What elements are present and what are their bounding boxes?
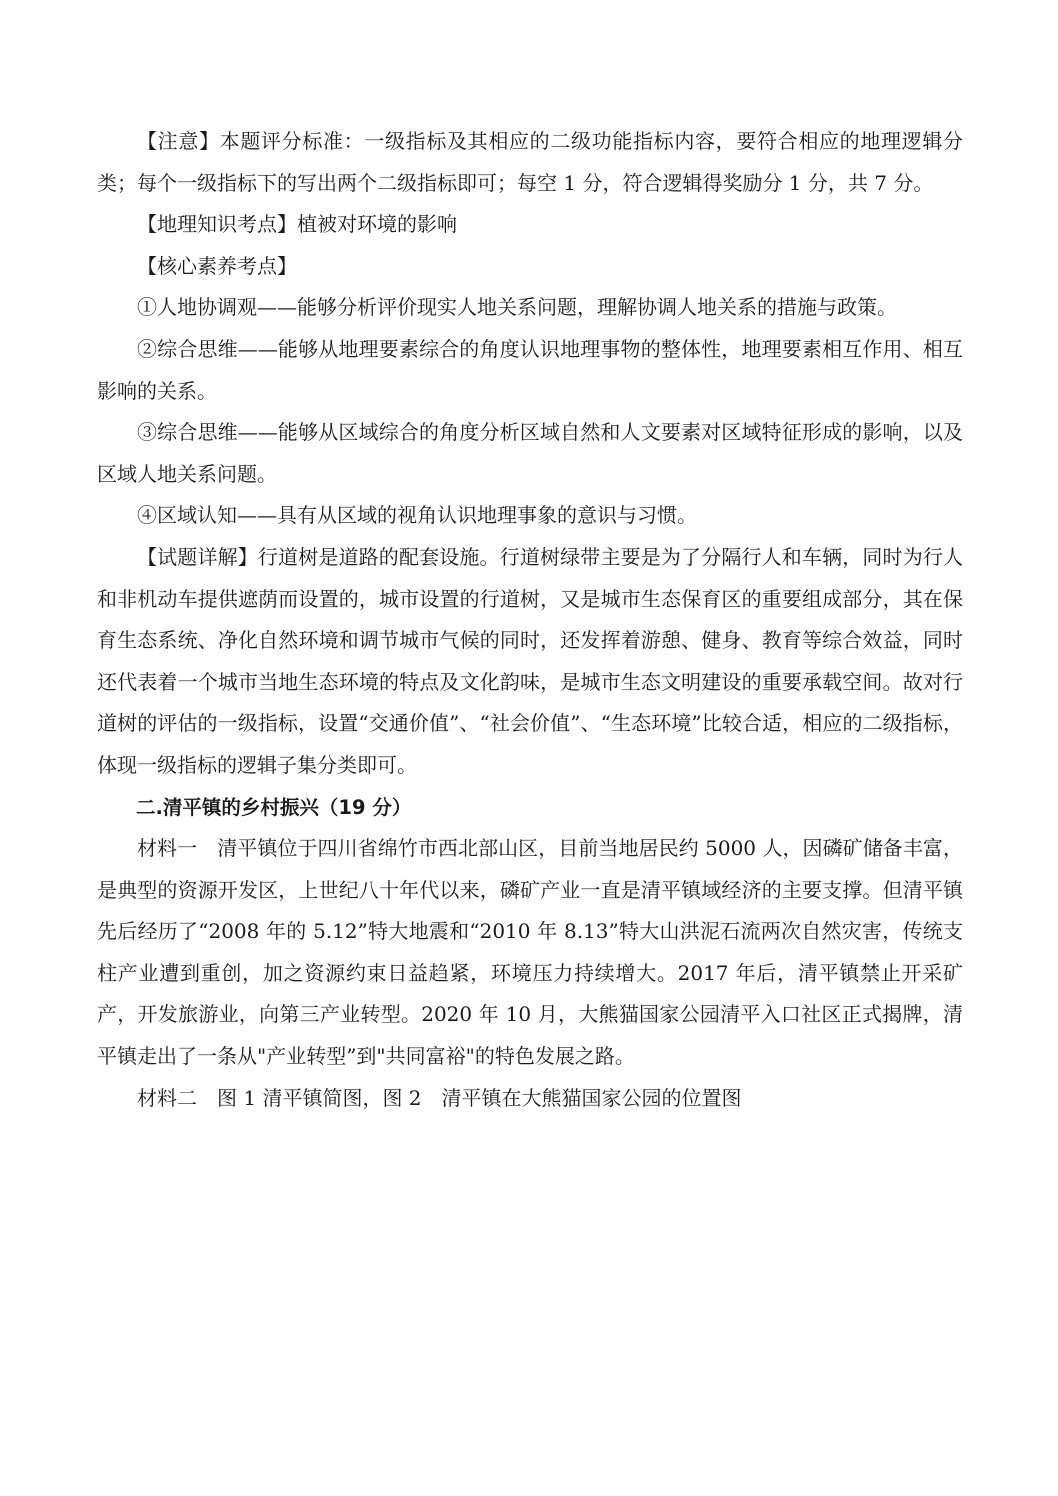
document-page xyxy=(97,121,963,1119)
note-paragraph: 【注意】本题评分标准：一级指标及其相应的二级功能指标内容，要符合相应的地理逻辑分类；每个一级指标下的写出两个二级指标即可；每空 1 分，符合逻辑得奖励分 1 分，共 7 分。 xyxy=(97,129,963,195)
core-competency-1: ①人地协调观——能够分析评价现实人地关系问题，理解协调人地关系的措施与政策。 xyxy=(137,295,897,320)
core-competency-4: ④区域认知——具有从区域的视角认识地理事象的意识与习惯。 xyxy=(137,503,697,528)
core-competency-3: ③综合思维——能够从区域综合的角度分析区域自然和人文要素对区域特征形成的影响，以及区域人地关系问题。 xyxy=(97,420,963,486)
core-competency-2: ②综合思维——能够从地理要素综合的角度认识地理事物的整体性，地理要素相互作用、相互影响的关系。 xyxy=(97,336,963,403)
knowledge-point: 【地理知识考点】植被对环境的影响 xyxy=(137,212,457,237)
material-two: 材料二 图 1 清平镇简图，图 2 清平镇在大熊猫国家公园的位置图 xyxy=(137,1085,742,1110)
section-heading: 二.清平镇的乡村振兴（19 分） xyxy=(136,795,412,819)
question-detail: 【试题详解】行道树是道路的配套设施。行道树绿带主要是为了分隔行人和车辆，同时为行人和非机动车提供遮荫而设置的，城市设置的行道树，又是城市生态保育区的重要组成部分，其在保育生态系统、净化自然环境和调节城市气候的同时，还发挥着游憩、健身、教育等综合效益，同时还代表着一个城市当地生态环境的特点及文化韵味，是城市生态文明建设的重要承载空间。故对行道树的评估的一级指标，设置“交通价值”、“社会价值”、“生态环境”比较合适，相应的二级指标，体现一级指标的逻辑子集分类即可。 xyxy=(97,544,963,777)
core-competency-title: 【核心素养考点】 xyxy=(137,253,297,278)
material-one: 材料一 清平镇位于四川省绵竹市西北部山区，目前当地居民约 5000 人，因磷矿储备丰富，是典型的资源开发区，上世纪八十年代以来，磷矿产业一直是清平镇域经济的主要支撑。但清平镇先后经历了“2008 年的 5.12”特大地震和“2010 年 8.13”特大山洪泥石流两次自然灾害，传统支柱产业遭到重创，加之资源约束日益趋紧，环境压力持续增大。2017 年后，清平镇禁止开采矿产，开发旅游业，向第三产业转型。2020 年 10 月，大熊猫国家公园清平入口社区正式揭牌，清平镇走出了一条从"产业转型”到"共同富裕"的特色发展之路。 xyxy=(97,836,963,1069)
